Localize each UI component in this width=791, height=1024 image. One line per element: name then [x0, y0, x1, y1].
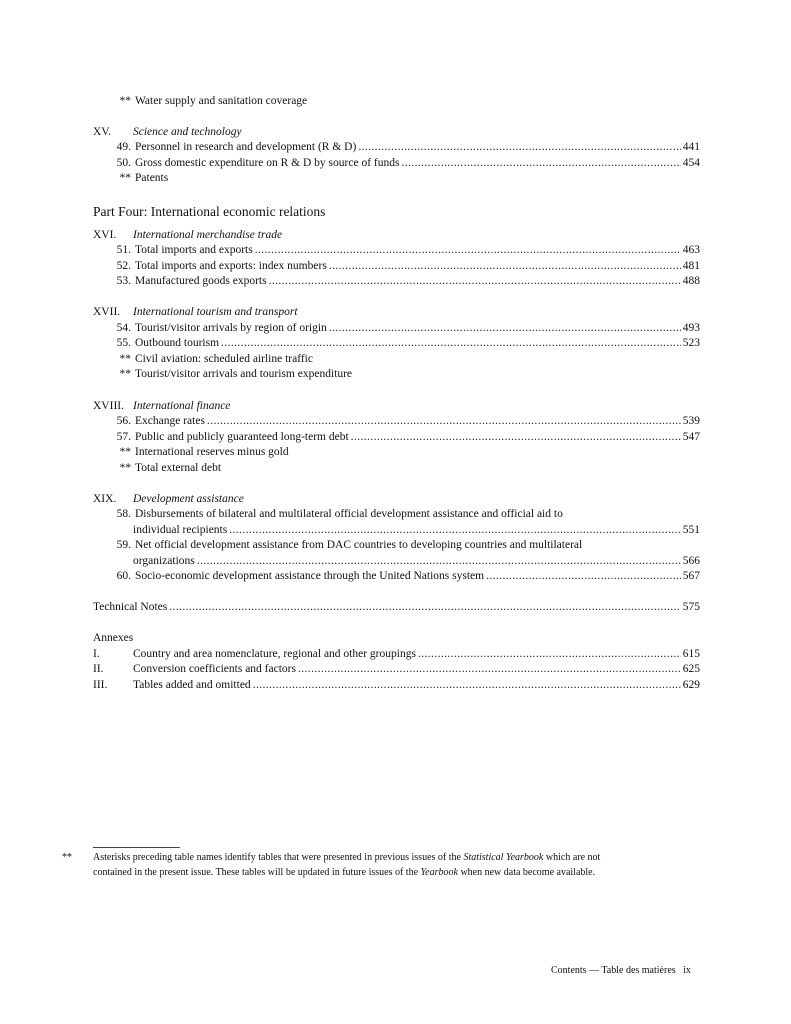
toc-item[interactable]: 49. Personnel in research and development (R & D) ..... 441 [93, 140, 700, 155]
toc-item[interactable]: 60. Socio-economic development assistance through the United Nations system ..... 567 [93, 569, 700, 584]
dot-leader [221, 336, 681, 351]
toc-item[interactable]: 58. Disbursements of bilateral and multilateral official development assistance and official aid to [116, 508, 563, 520]
toc-item[interactable]: 56. Exchange rates ..... 539 [93, 414, 700, 429]
toc-item[interactable]: 54. Tourist/visitor arrivals by region of origin ..... 493 [93, 321, 700, 336]
section-heading-xviii: XVIII. International finance [93, 400, 231, 412]
dot-leader [329, 321, 681, 336]
dot-leader [207, 414, 681, 429]
toc-item-annex[interactable]: I. Country and area nomenclature, regional and other groupings ..... 615 [93, 647, 700, 662]
toc-item[interactable]: 57. Public and publicly guaranteed long-term debt ..... 547 [93, 430, 700, 445]
toc-item-annex[interactable]: II. Conversion coefficients and factors ..... 625 [93, 662, 700, 677]
toc-item-technical-notes[interactable]: Technical Notes ..... 575 [93, 600, 700, 615]
toc-item[interactable]: ** Total external debt [119, 462, 222, 474]
section-heading-xix: XIX. Development assistance [93, 493, 244, 505]
dot-leader [229, 523, 681, 538]
toc-item[interactable]: 51. Total imports and exports ..... 463 [93, 243, 700, 258]
toc-item[interactable]: 52. Total imports and exports: index numbers ..... 481 [93, 259, 700, 274]
section-heading-xv: XV. Science and technology [93, 126, 242, 138]
toc-item[interactable]: 59. Net official development assistance from DAC countries to developing countries and multilateral [116, 539, 583, 551]
dot-leader [351, 430, 681, 445]
toc-item[interactable]: 55. Outbound tourism ..... 523 [93, 336, 700, 351]
footnote-line-2: contained in the present issue. These tables will be updated in future issues of the Yearbook when new data become available. [93, 867, 596, 878]
toc-item[interactable]: 53. Manufactured goods exports ..... 488 [93, 274, 700, 289]
dot-leader [197, 554, 681, 569]
toc-item[interactable]: ** International reserves minus gold [119, 446, 289, 458]
footnote-rule [93, 847, 180, 848]
toc-item-continuation[interactable]: organizations ..... 566 [93, 554, 700, 569]
section-heading-xvi: XVI. International merchandise trade [93, 229, 283, 241]
toc-item[interactable]: 50. Gross domestic expenditure on R & D by source of funds ..... 454 [93, 156, 700, 171]
toc-item-continuation[interactable]: individual recipients ..... 551 [93, 523, 700, 538]
toc-item[interactable]: ** Water supply and sanitation coverage [119, 95, 308, 107]
dot-leader [329, 259, 681, 274]
dot-leader [253, 678, 681, 693]
section-heading-xvii: XVII. International tourism and transport [93, 306, 298, 318]
footnote-line-1: Asterisks preceding table names identify tables that were presented in previous issues of the Statistical Yearbook which are not [93, 852, 601, 863]
page-footer: Contents — Table des matières ix [551, 965, 691, 976]
annexes-heading: Annexes [93, 632, 134, 644]
toc-item[interactable]: ** Tourist/visitor arrivals and tourism expenditure [119, 368, 353, 380]
dot-leader [401, 156, 680, 171]
part-heading: Part Four: International economic relations [93, 204, 326, 219]
page-number: ix [683, 965, 691, 976]
toc-item-annex[interactable]: III. Tables added and omitted ..... 629 [93, 678, 700, 693]
dot-leader [486, 569, 681, 584]
dot-leader [269, 274, 681, 289]
dot-leader [298, 662, 681, 677]
dot-leader [255, 243, 681, 258]
dot-leader [169, 600, 681, 615]
dot-leader [358, 140, 680, 155]
footnote-marker: ** [62, 852, 72, 863]
toc-item[interactable]: ** Patents [119, 172, 169, 184]
toc-item[interactable]: ** Civil aviation: scheduled airline traffic [119, 353, 313, 365]
dot-leader [418, 647, 681, 662]
